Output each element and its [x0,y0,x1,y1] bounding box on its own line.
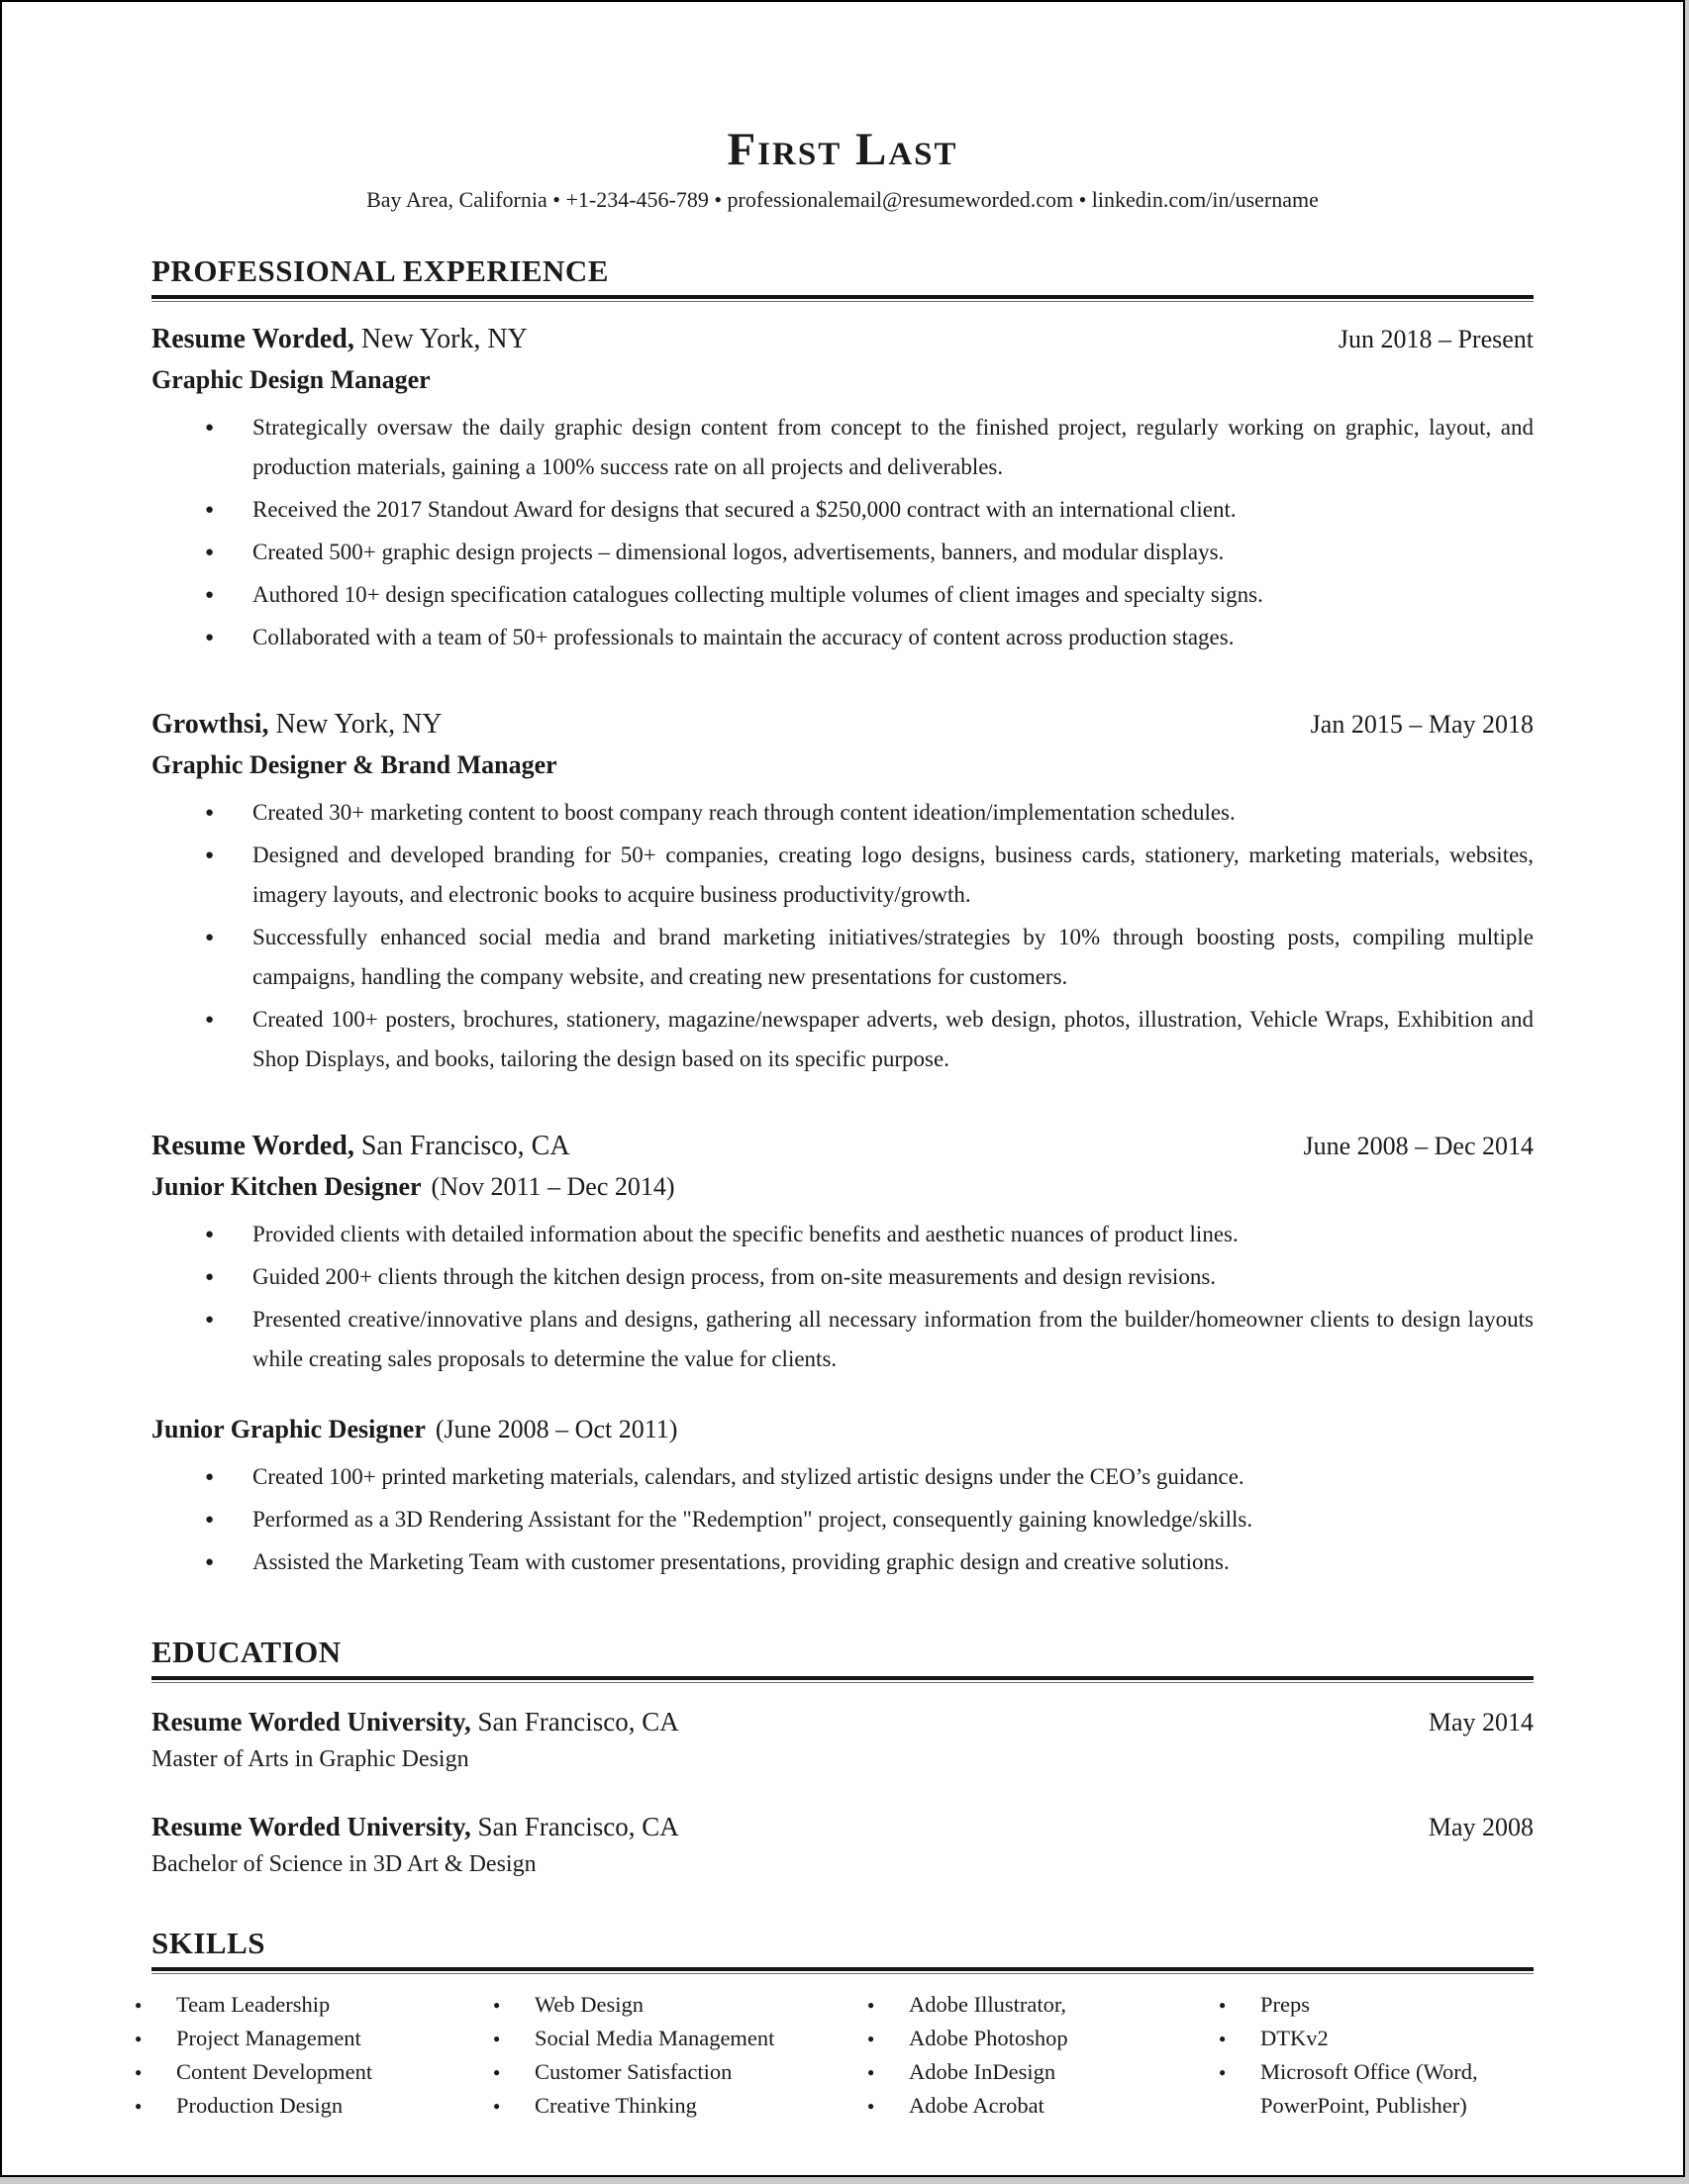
job-header [151,709,1534,741]
bullet-item: ● Strategically oversaw the daily graphic design content from concept to the finished project, regularly working on graphic, layout, and production materials, gaining a 100% success rate on all projects and deliverables. [252,408,1534,487]
company-name: Resume Worded, [151,323,354,354]
section-divider [151,1967,1534,1974]
skill-item: ● Adobe Acrobat [865,2089,1217,2123]
skill-item: ● Adobe Illustrator, [865,1988,1217,2022]
skill-item: ● Preps [1217,1988,1534,2022]
bullet-item: ● Provided clients with detailed information about the specific benefits and aesthetic nuances of product lines. [252,1215,1534,1254]
school-line [151,1707,679,1737]
skill-item: ● Project Management [133,2022,491,2055]
section-education [151,1636,1534,1879]
education-header [151,1707,1534,1737]
candidate-name: First Last [727,124,958,175]
job-header [151,1131,1534,1162]
school-name: Resume Worded University, [151,1706,471,1737]
job-company-line [151,324,528,355]
role [151,750,1534,1079]
section-divider [151,295,1534,302]
role-title [151,750,1534,780]
job-entry [151,709,1534,1079]
bullet-item: ● Guided 200+ clients through the kitchen design process, from on-site measurements and design revisions. [252,1257,1534,1297]
skill-item: ● Social Media Management [491,2022,865,2055]
skills-column [1217,1988,1534,2123]
resume-content [2,2,1683,2123]
skill-item: ● Customer Satisfaction [491,2055,865,2089]
role [151,1415,1534,1582]
skill-item: ● Adobe InDesign [865,2055,1217,2089]
degree: Bachelor of Science in 3D Art & Design [151,1850,537,1877]
skills-column [133,1988,491,2123]
education-date: May 2008 [1428,1812,1534,1841]
skill-item: ● Microsoft Office (Word, PowerPoint, Publisher) [1217,2055,1534,2123]
company-name: Growthsi, [151,708,269,740]
role-title-text: Junior Kitchen Designer [151,1171,422,1201]
job-company-line [151,709,443,741]
section-experience [151,254,1534,1582]
bullet-item: ● Collaborated with a team of 50+ professionals to maintain the accuracy of content across production stages. [252,618,1534,657]
job-dates: Jun 2018 – Present [1338,324,1534,353]
bullet-item: ● Created 500+ graphic design projects – dimensional logos, advertisements, banners, and modular displays. [252,533,1534,572]
skill-item: ● Production Design [133,2089,491,2123]
job-entry [151,324,1534,657]
bullet-item: ● Performed as a 3D Rendering Assistant for the "Redemption" project, consequently gaining knowledge/skills. [252,1500,1534,1539]
experience-section-title: PROFESSIONAL EXPERIENCE [151,252,609,288]
role-title-text: Graphic Designer & Brand Manager [151,749,557,779]
bullet-item: ● Assisted the Marketing Team with customer presentations, providing graphic design and creative solutions. [252,1542,1534,1582]
role-title-dates: (June 2008 – Oct 2011) [435,1414,678,1443]
bullet-item: ● Designed and developed branding for 50+ companies, creating logo designs, business cards, stationery, marketing materials, websites, imagery layouts, and electronic books to acquire business productivity/growth. [252,836,1534,915]
role-title [151,1415,1534,1444]
skill-item: ● Web Design [491,1988,865,2022]
school-location: San Francisco, CA [470,1706,679,1737]
bullet-item: ● Received the 2017 Standout Award for designs that secured a $250,000 contract with an international client. [252,490,1534,530]
bullet-list [151,408,1534,657]
role-title [151,1172,1534,1202]
bullet-item: ● Created 30+ marketing content to boost company reach through content ideation/implementation schedules. [252,793,1534,833]
bullet-list [151,793,1534,1079]
bullet-list [151,1457,1534,1582]
skill-item: ● DTKv2 [1217,2022,1534,2055]
skill-item: ● Team Leadership [133,1988,491,2022]
bullet-item: ● Authored 10+ design specification catalogues collecting multiple volumes of client images and specialty signs. [252,575,1534,615]
skills-column [491,1988,865,2123]
education-entry [151,1812,1534,1879]
school-name: Resume Worded University, [151,1811,471,1841]
role [151,365,1534,657]
bullet-item: ● Created 100+ printed marketing materials, calendars, and stylized artistic designs under the CEO’s guidance. [252,1457,1534,1497]
job-header [151,324,1534,355]
job-dates: Jan 2015 – May 2018 [1310,709,1534,739]
role-title-text: Graphic Design Manager [151,364,431,394]
education-date: May 2014 [1428,1707,1534,1737]
section-divider [151,1676,1534,1683]
role [151,1172,1534,1379]
bullet-item: ● Presented creative/innovative plans and designs, gathering all necessary information from the builder/homeowner clients to design layouts while creating sales proposals to determine the value for clients. [252,1300,1534,1379]
education-entry [151,1707,1534,1774]
bullet-item: ● Successfully enhanced social media and brand marketing initiatives/strategies by 10% through boosting posts, compiling multiple campaigns, handling the company website, and creating new presentations for customers. [252,918,1534,997]
job-entry [151,1131,1534,1582]
school-line [151,1812,679,1842]
resume-header [151,2,1534,215]
skills-grid [133,1988,1534,2123]
role-title [151,365,1534,395]
job-location: New York, NY [268,708,443,740]
job-location: New York, NY [353,323,528,354]
bullet-item: ● Created 100+ posters, brochures, stationery, magazine/newspaper adverts, web design, photos, illustration, Vehicle Wraps, Exhibition and Shop Displays, and books, tailoring the design based on its specific purpose. [252,1000,1534,1079]
role-title-dates: (Nov 2011 – Dec 2014) [431,1171,675,1201]
school-location: San Francisco, CA [470,1811,679,1841]
role-title-text: Junior Graphic Designer [151,1414,426,1443]
degree: Master of Arts in Graphic Design [151,1745,469,1772]
skill-item: ● Content Development [133,2055,491,2089]
education-header [151,1812,1534,1842]
education-section-title: EDUCATION [151,1634,342,1669]
job-company-line [151,1131,570,1162]
job-dates: June 2008 – Dec 2014 [1303,1131,1534,1160]
skills-section-title: SKILLS [151,1925,266,1960]
skills-column [865,1988,1217,2123]
skill-item: ● Adobe Photoshop [865,2022,1217,2055]
contact-line: Bay Area, California • +1-234-456-789 • professionalemail@resumeworded.com • linkedin.com/in/username [366,187,1319,212]
section-skills [151,1927,1534,2123]
company-name: Resume Worded, [151,1130,354,1161]
job-location: San Francisco, CA [353,1130,570,1161]
bullet-list [151,1215,1534,1379]
skill-item: ● Creative Thinking [491,2089,865,2123]
